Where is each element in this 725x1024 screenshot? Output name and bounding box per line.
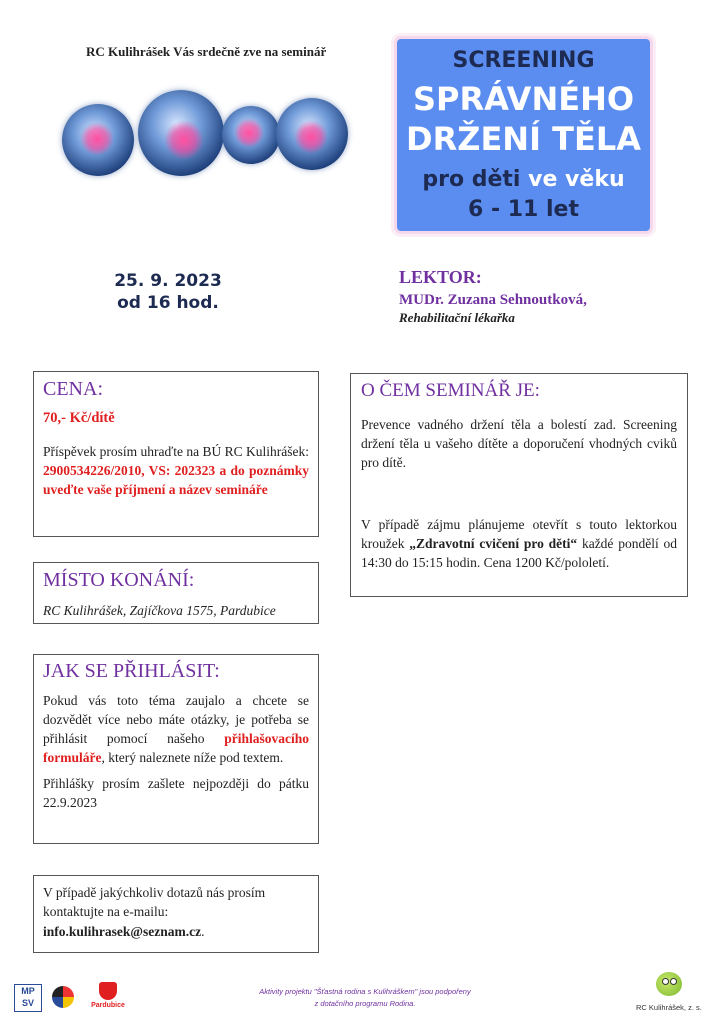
kulihrasek-label: RC Kulihrášek, z. s. [636,1003,702,1012]
banner-line-years: 6 - 11 let [467,197,579,222]
registration-deadline: Přihlášky prosím zašlete nejpozději do pátku 22.9.2023 [43,776,309,810]
partner-logo [52,986,74,1008]
contact-box [33,875,319,953]
foot-image [62,104,134,176]
lektor-role: Rehabilitační lékařka [399,310,515,325]
banner-line-spravneho: SPRÁVNÉHO DRŽENÍ TĚLA [406,80,641,158]
spine-image [138,90,224,176]
banner-line-age: pro děti ve věku [422,167,625,192]
venue-heading: MÍSTO KONÁNÍ: [43,569,195,591]
price-box [33,371,319,537]
banner-line-screening: SCREENING [452,48,595,73]
shoulder-image [222,106,280,164]
pardubice-shield-icon [99,982,117,1000]
back-image [276,98,348,170]
about-heading: O ČEM SEMINÁŘ JE: [361,380,540,401]
registration-heading: JAK SE PŘIHLÁSIT: [43,660,220,682]
lektor-heading: LEKTOR: [399,267,482,287]
kulihrasek-logo [652,972,686,998]
venue-address: RC Kulihrášek, Zajíčkova 1575, Pardubice [43,603,276,618]
lektor-name: MUDr. Zuzana Sehnoutková, [399,292,587,308]
photo-strip [62,90,352,190]
about-box [350,373,688,597]
price-heading: CENA: [43,378,103,400]
mpsv-logo: MP SV [14,984,42,1012]
pardubice-logo: Pardubice [90,982,126,1014]
price-value: 70,- Kč/dítě [43,410,115,426]
venue-box [33,562,319,624]
registration-text: Pokud vás toto téma zaujalo a chcete se dozvědět více nebo máte otázky, je potřeba se přihlásit pomocí našeho přihlašovacího formuláře, který naleznete níže pod textem. [43,693,309,765]
screening-banner [397,39,650,231]
event-date: 25. 9. 2023 od 16 hod. [114,271,222,313]
registration-box [33,654,319,844]
contact-email[interactable]: info.kulihrasek@seznam.cz [43,924,202,939]
intro-text: RC Kulihrášek Vás srdečně zve na seminář [86,44,327,59]
about-course-text: V případě zájmu plánujeme otevřít s touto lektorkou kroužek „Zdravotní cvičení pro děti“ každé pondělí od 14:30 do 15:15 hodin. Cena 1200 Kč/pololetí. [361,517,677,570]
contact-email-line: info.kulihrasek@seznam.cz. [43,924,205,939]
registration-form-link[interactable]: přihlašovacího formuláře [43,731,309,765]
about-text: Prevence vadného držení těla a bolestí zad. Screening držení těla u vašeho dítěte a doporučení vhodných cviků pro dítě. [361,417,677,470]
price-payment-text: Příspěvek prosím uhraďte na BÚ RC Kulihrášek: 2900534226/2010, VS: 202323 a do poznámky uveďte vaše příjmení a název semináře [43,444,309,497]
contact-text: V případě jakýchkoliv dotazů nás prosím kontaktujte na e-mailu: [43,885,266,919]
footer-support-text: Aktivity projektu "Šťastná rodina s Kulihráškem" jsou podpořeny z dotačního programu Rodina. [259,987,471,1008]
